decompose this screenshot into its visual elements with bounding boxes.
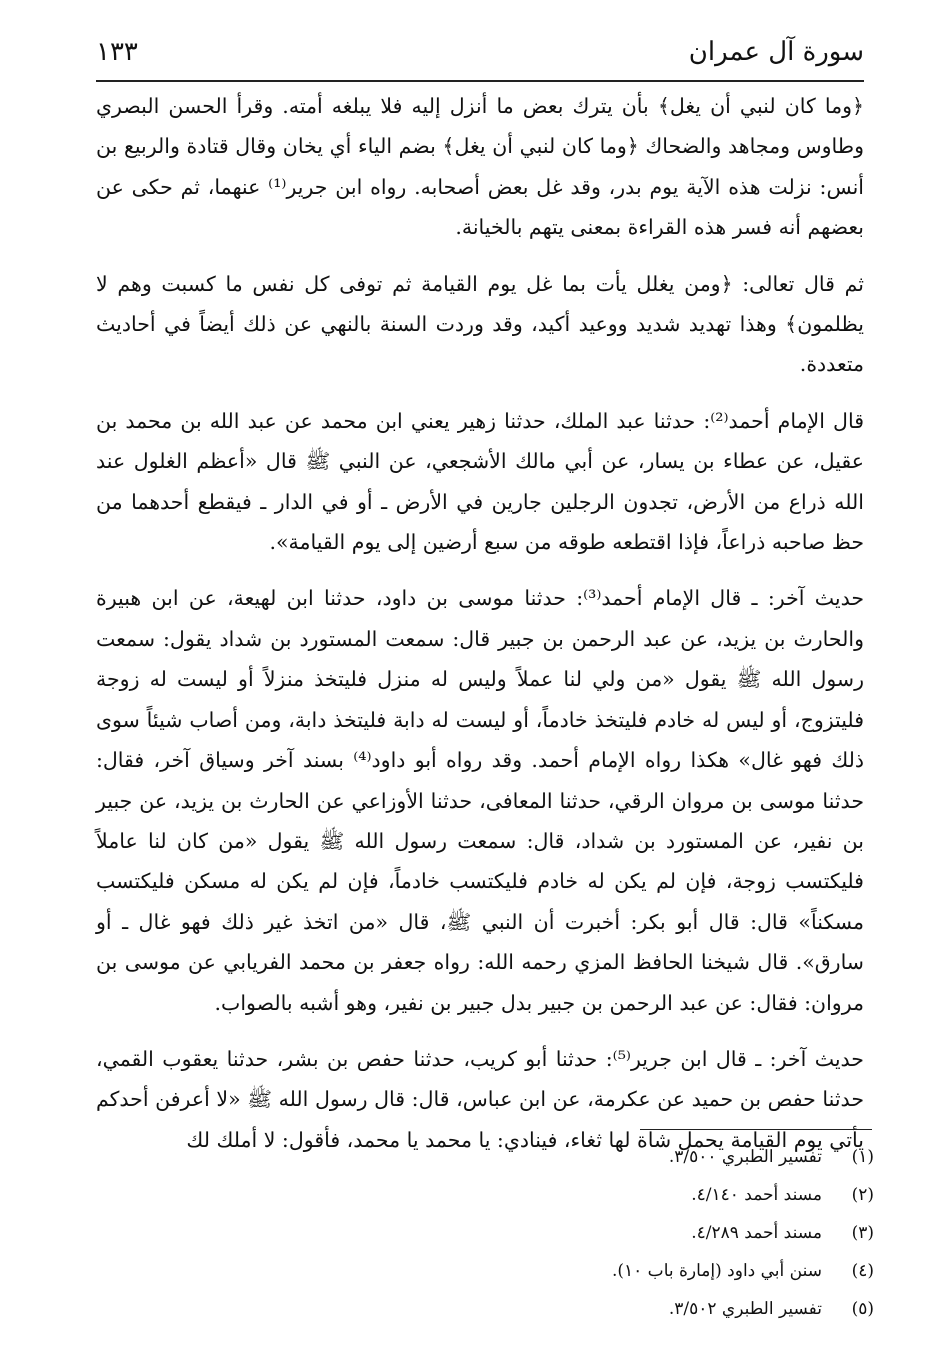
footnote-item (300, 1138, 874, 1176)
surah-title: سورة آل عمران (688, 37, 864, 67)
footnote-text: تفسير الطبري ٣/٥٠٢. (668, 1299, 822, 1319)
footnote-text: تفسير الطبري ٣/٥٠٠. (668, 1147, 822, 1167)
footnote-number: (٤) (851, 1261, 874, 1281)
footnote-number: (٥) (851, 1299, 874, 1319)
footnote-item (300, 1214, 874, 1252)
paragraph: ثم قال تعالى: ﴿ومن يغلل يأت بما غل يوم القيامة ثم توفى كل نفس ما كسبت وهم لا يظلمون﴾ وهذا تهديد شديد ووعيد أكيد، وقد وردت السنة بالنهي عن ذلك أيضاً في أحاديث متعددة. (96, 271, 864, 377)
footnote-number: (٢) (851, 1185, 874, 1205)
paragraph: قال الإمام أحمد⁽²⁾: حدثنا عبد الملك، حدثنا زهير يعني ابن محمد عن عبد الله بن محمد بن عقيل، عن عطاء بن يسار، عن أبي مالك الأشجعي، عن النبي ﷺ قال «أعظم الغلول عند الله ذراع من الأرض، تجدون الرجلين جارين في الأرض ـ أو في الدار ـ فيقطع أحدهما من حظ صاحبه ذراعاً، فإذا اقتطعه طوقه من سبع أرضين إلى يوم القيامة». (96, 408, 864, 555)
footnotes (300, 1138, 874, 1328)
paragraph: ﴿وما كان لنبي أن يغل﴾ بأن يترك بعض ما أنزل إليه فلا يبلغه أمته. وقرأ الحسن البصري وطاوس ومجاهد والضحاك ﴿وما كان لنبي أن يغل﴾ بضم الياء أي يخان وقال قتادة والربيع بن أنس: نزلت هذه الآية يوم بدر، وقد غل بعض أصحابه. رواه ابن جرير⁽¹⁾ عنهما، ثم حكى عن بعضهم أنه فسر هذه القراءة بمعنى يتهم بالخيانة. (96, 94, 864, 240)
paragraph: حديث آخر: ـ قال ابن جرير⁽⁵⁾: حدثنا أبو كريب، حدثنا حفص بن بشر، حدثنا يعقوب القمي، حدثنا حفص بن حميد عن عكرمة، عن ابن عباس، قال: قال رسول الله ﷺ «لا أعرفن أحدكم يأتي يوم القيامة يحمل شاة لها ثغاء، فينادي: يا محمد يا محمد، فأقول: لا أملك لك (96, 1046, 864, 1152)
footnote-number: (١) (851, 1147, 874, 1167)
paragraph: حديث آخر: ـ قال الإمام أحمد⁽³⁾: حدثنا موسى بن داود، حدثنا ابن لهيعة، عن ابن هبيرة والحارث بن يزيد، عن عبد الرحمن بن جبير قال: سمعت المستورد بن شداد يقول: سمعت رسول الله ﷺ يقول «من ولي لنا عملاً وليس له منزل فليتخذ منزلاً أو ليست له زوجة فليتزوج، أو ليس له خادم فليتخذ خادماً، أو ليست له دابة فليتخذ دابة، ومن أصاب شيئاً سوى ذلك فهو غال» هكذا رواه الإمام أحمد. وقد رواه أبو داود⁽⁴⁾ بسند آخر وسياق آخر، فقال: حدثنا موسى بن مروان الرقي، حدثنا المعافى، حدثنا الأوزاعي عن الحارث بن يزيد، عن جبير بن نفير، عن المستورد بن شداد، قال: سمعت رسول الله ﷺ يقول «من كان لنا عاملاً فليكتسب زوجة، فإن لم يكن له خادم فليكتسب خادماً، فإن لم يكن له مسكن فليكتسب مسكناً» قال: قال أبو بكر: أخبرت أن النبي ﷺ، قال «من اتخذ غير ذلك فهو غال ـ أو سارق». قال شيخنا الحافظ المزي رحمه الله: رواه جعفر بن محمد الفريابي عن موسى بن مروان: فقال: عن عبد الرحمن بن جبير بدل جبير بن نفير، وهو أشبه بالصواب. (96, 586, 865, 1015)
footnote-item (300, 1252, 874, 1290)
footnote-text: مسند أحمد ٤/١٤٠. (691, 1185, 822, 1205)
footnote-text: سنن أبي داود (إمارة باب ١٠). (611, 1261, 822, 1281)
footnote-number: (٣) (851, 1223, 874, 1243)
page-number: ١٣٣ (96, 37, 138, 67)
footnote-text: مسند أحمد ٤/٢٨٩. (691, 1223, 822, 1243)
page-header (96, 30, 864, 82)
footnote-item (300, 1290, 874, 1328)
main-text (96, 86, 864, 1176)
footnote-item (300, 1176, 874, 1214)
footnote-divider (640, 1129, 872, 1130)
